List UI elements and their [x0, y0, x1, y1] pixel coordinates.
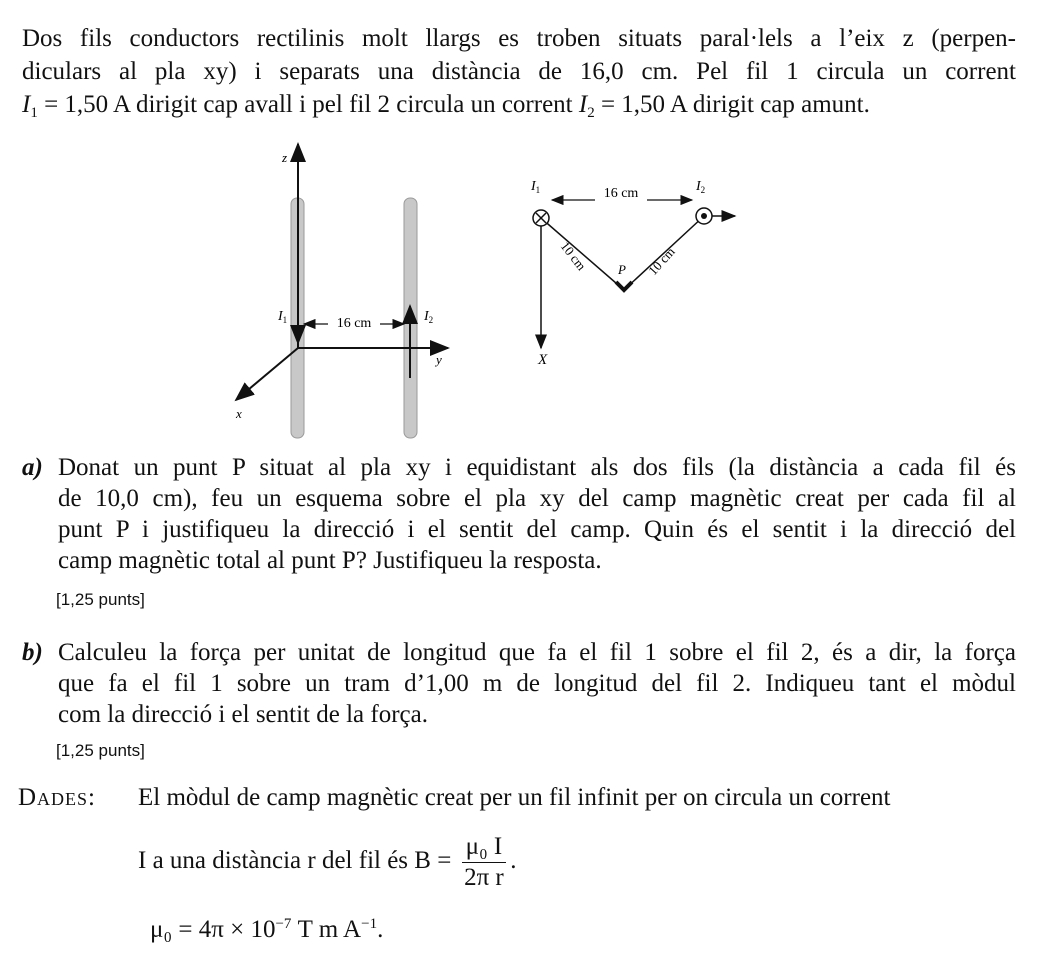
- question-b-line-3: com la direcció i el sentit de la força.: [58, 701, 428, 728]
- left-i1-label: $I_1$: [278, 309, 288, 325]
- question-b: [22, 637, 1016, 730]
- dades-line-1: El mòdul de camp magnètic creat per un fil infinit per on circula un corrent: [138, 784, 891, 811]
- question-a-line-3: punt P i justifiqueu la direcció i el sentit del camp. Quin és el sentit i la direcció del: [58, 516, 1016, 543]
- dades-label: Dades:: [18, 784, 97, 811]
- intro-line-1: Dos fils conductors rectilinis molt llargs es troben situats paral·lels a l’eix z (perpen-: [22, 25, 1016, 52]
- question-a-points: [1,25 punts]: [56, 590, 145, 609]
- right-i1-label: $I_1$: [531, 179, 541, 195]
- formula-numerator: μ₀ I: [462, 832, 507, 863]
- figure-right-plane: [530, 179, 735, 368]
- formula-prefix: I a una distància r del fil és B =: [138, 847, 452, 875]
- point-p-label: P: [618, 262, 626, 277]
- question-b-line-2: que fa el fil 1 sobre un tram d’1,00 m de longitud del fil 2. Indiqueu tant el mòdul: [58, 670, 1016, 697]
- question-a: [22, 452, 1016, 576]
- question-b-points: [1,25 punts]: [56, 741, 145, 760]
- figure-left-3d: [235, 144, 448, 438]
- intro-line-2: diculars al pla xy) i separats una distància de 16,0 cm. Pel fil 1 circula un corrent: [22, 58, 1016, 85]
- field-formula: I a una distància r del fil és B = $\frac{\text{μ₀ I}}{\text{2π r}}$ .: [138, 833, 517, 891]
- x-axis-label: x: [236, 406, 242, 421]
- left-side-label: 10 cm: [557, 238, 590, 274]
- x-axis: [236, 348, 298, 400]
- left-distance-label: 16 cm: [336, 316, 372, 331]
- question-b-line-1: Calculeu la força per unitat de longitud que fa el fil 1 sobre el fil 2, és a dir, la força: [58, 639, 1016, 666]
- right-i2-label: $I_2$: [696, 179, 706, 195]
- z-axis-label: z: [282, 150, 288, 165]
- plane-x-label: X: [538, 352, 548, 368]
- y-axis-label: y: [436, 352, 442, 367]
- intro-line-3: $I_1 = 1,50$ A dirigit cap avall i pel fil 2 circula un corrent $I_2 = 1,50$ A dirigit cap amunt.: [22, 91, 870, 121]
- formula-denominator: 2π r: [464, 864, 504, 891]
- question-a-line-4: camp magnètic total al punt P? Justifiqueu la resposta.: [58, 547, 602, 574]
- wires-figure: [0, 138, 1038, 450]
- point-p-marker: [616, 282, 632, 290]
- question-a-line-2: de 10,0 cm), feu un esquema sobre el pla xy del camp magnètic creat per cada fil al: [58, 485, 1016, 512]
- question-a-line-1: Donat un punt P situat al pla xy i equidistant als dos fils (la distància a cada fil és: [58, 454, 1016, 481]
- intro-paragraph: [22, 22, 1016, 121]
- right-side-label: 10 cm: [645, 244, 678, 279]
- formula-fraction: [462, 832, 507, 893]
- right-distance-label: 16 cm: [603, 186, 639, 201]
- left-i2-label: $I_2$: [424, 309, 434, 325]
- mu-zero-constant: $\mu_0 = 4\pi \times 10^{-7}$ T m $A^{-1}$.: [150, 916, 384, 943]
- question-b-label: b): [22, 639, 43, 666]
- question-a-label: a): [22, 454, 43, 481]
